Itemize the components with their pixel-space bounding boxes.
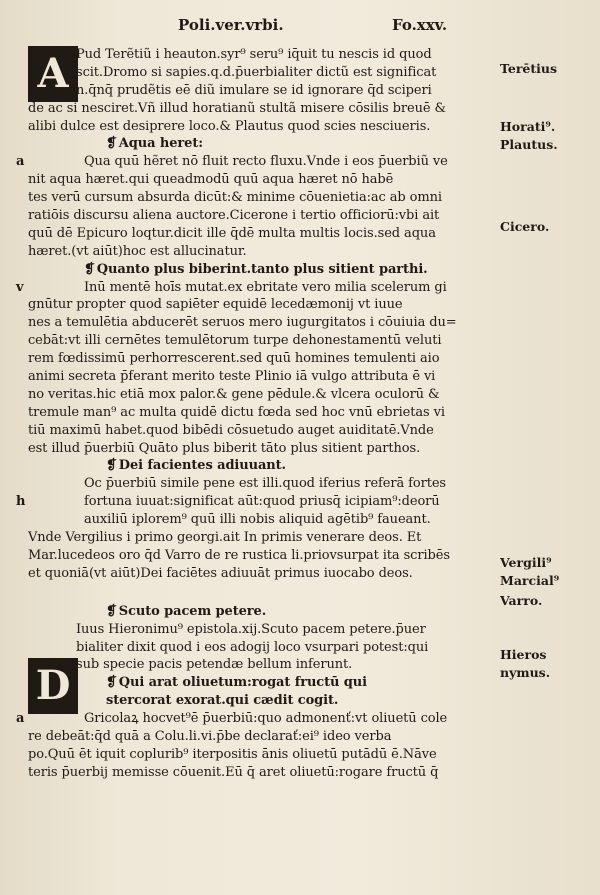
text-line: h fortuna iuuat:significat aūt:quod priusq̄ icipiam⁹:deorū xyxy=(16,494,440,510)
gutter-letter: h xyxy=(16,494,26,510)
section-heading: ❡ Qui arat oliuetum:rogat fructū qui xyxy=(106,675,367,691)
text-line: Pud Terẽtiũ i heauton.syr⁹ seru⁹ iq̄uit tu nescis id quod xyxy=(76,47,432,62)
text-line: cebāt:vt illi cernētes temulētorum turpe dehonestamentū veluti xyxy=(28,333,442,349)
section-heading: ❡ Quanto plus biberint.tanto plus sitient parthi. xyxy=(84,261,428,277)
decorated-initial-a: A xyxy=(28,46,78,102)
running-title: Poli.ver.vrbi. xyxy=(178,16,284,34)
text-line: ratiōis discursu aliena auctore.Cicerone i tertio officiorū:vbi ait xyxy=(28,208,440,224)
text-line: n.q̄nq̄ prudẽtis eē diũ imulare se id ignorare q̄d sciperi xyxy=(76,82,432,98)
section-heading: stercorat exorat.qui cædit cogit. xyxy=(106,693,339,709)
text-line: nit aqua hæret.qui queadmodū quū aqua hæret nō habē xyxy=(28,172,394,188)
text-line: re debeāt:q̄d quā a Colu.li.vi.p̄be declarať:ei⁹ ideo verba xyxy=(28,728,392,744)
section-heading: ❡ Aqua heret: xyxy=(106,136,203,152)
text-line: sub specie pacis petendæ bellum inferunt. xyxy=(76,657,353,673)
text-line: animi secreta p̄ferant merito teste Plinio iā vulgo attributa ē vi xyxy=(28,369,436,385)
text-line: v Inū mentē hoīs mutat.ex ebritate vero milia scelerum gi xyxy=(16,279,447,295)
folio-number: Fo.xxv. xyxy=(392,16,448,34)
section-heading: ❡ Scuto pacem petere. xyxy=(106,603,267,619)
pilcrow-icon: ❡ xyxy=(106,136,117,152)
text-line: scit.Dromo si sapies.q.d.p̄uerbialiter dictũ est significat xyxy=(76,64,437,80)
margin-note: Marcial⁹ xyxy=(500,573,560,588)
pilcrow-icon: ❡ xyxy=(106,675,117,691)
margin-note: Vergili⁹ xyxy=(500,555,552,570)
text-line: Iuus Hieronimu⁹ epistola.xij.Scuto pacem petere.p̄uer xyxy=(76,621,426,637)
text-line: Mar.lucedeos oro q̄d Varro de re rustica li.priovsurpat ita scribēs xyxy=(28,547,450,563)
margin-note: Plautus. xyxy=(500,137,558,152)
spacer xyxy=(28,583,498,603)
text-line: quū dē Epicuro loqtur.dicit ille q̄dē multa multis locis.sed aqua xyxy=(28,225,436,241)
text-line: de ac si nesciret.Vñ illud horatianũ stultã misere cōsilis breuē & xyxy=(28,100,446,116)
margin-note: Varro. xyxy=(500,593,543,608)
text-line: et quoniā(vt aiūt)Dei faciētes adiuuāt primus iuocabo deos. xyxy=(28,565,413,581)
text-line: gnūtur propter quod sapiēter equidē lecedæmonij vt iuue xyxy=(28,297,403,313)
gutter-letter: a xyxy=(16,711,25,727)
text-line: tremule man⁹ ac multa quidē dictu fœda sed hoc vnū ebrietas vi xyxy=(28,404,445,420)
text-line: a Qua quū hẽret nō fluit recto fluxu.Vnde i eos p̄uerbiũ ve xyxy=(16,154,448,170)
margin-note: nymus. xyxy=(500,665,551,680)
text-line: tiū maximū habet.quod bibēdi cōsuetudo auget auiditatē.Vnde xyxy=(28,422,434,438)
section-heading: ❡ Dei facientes adiuuant. xyxy=(106,458,286,474)
pilcrow-icon: ❡ xyxy=(106,458,117,474)
text-line: Oc p̄uerbiū simile pene est illi.quod iferius referā fortes xyxy=(84,476,446,492)
gutter-letter: a xyxy=(16,154,25,170)
text-block xyxy=(16,46,498,782)
text-line: auxiliū iplorem⁹ quū illi nobis aliquid agētib⁹ faueant. xyxy=(84,512,431,528)
text-line: po.Quū ēt iquit coplurib⁹ iterpositis ānis oliuetū putādū ē.Nāve xyxy=(28,746,437,762)
text-line: hæret.(vt aiūt)hoc est allucinatur. xyxy=(28,243,247,259)
text-line: no veritas.hic etiā mox palor.& gene pēdule.& vlcera oculorū & xyxy=(28,386,440,402)
text-line: teris p̄uerbij memisse cōuenit.Eū q̄ aret oliuetū:rogare fructū q̄ xyxy=(28,764,439,780)
text-line: a Gricolaꝝ hocvet⁹ē p̄uerbiū:quo admonenť:vt oliuetū cole xyxy=(16,711,448,727)
margin-note: Cicero. xyxy=(500,219,550,234)
pilcrow-icon: ❡ xyxy=(84,261,95,277)
pilcrow-icon: ❡ xyxy=(106,603,117,619)
text-line: alibi dulce est desiprere loco.& Plautus quod scies nesciueris. xyxy=(28,118,431,134)
margin-note: Horati⁹. xyxy=(500,119,556,134)
text-line: est illud p̄uerbiū Quāto plus biberit tāto plus sitient parthos. xyxy=(28,440,421,456)
text-line: bialiter dixit quod i eos adogij loco vsurpari potest:qui xyxy=(76,639,429,655)
margin-note: Hieros xyxy=(500,647,547,662)
decorated-initial-d: D xyxy=(28,658,78,714)
gutter-letter: v xyxy=(16,279,24,295)
margin-note: Terētius xyxy=(500,61,558,76)
text-line: nes a temulētia abducerēt seruos mero iugurgitatos i cōuiuia du= xyxy=(28,315,457,331)
text-line: rem fœdissimū perhorrescerent.sed quū homines temulenti aio xyxy=(28,351,440,367)
running-header xyxy=(0,16,600,42)
text-line: tes verū cursum absurda dicūt:& minime cōuenietia:ac ab omni xyxy=(28,190,442,206)
text-line: Vnde Vergilius i primo georgi.ait In primis venerare deos. Et xyxy=(28,530,422,546)
